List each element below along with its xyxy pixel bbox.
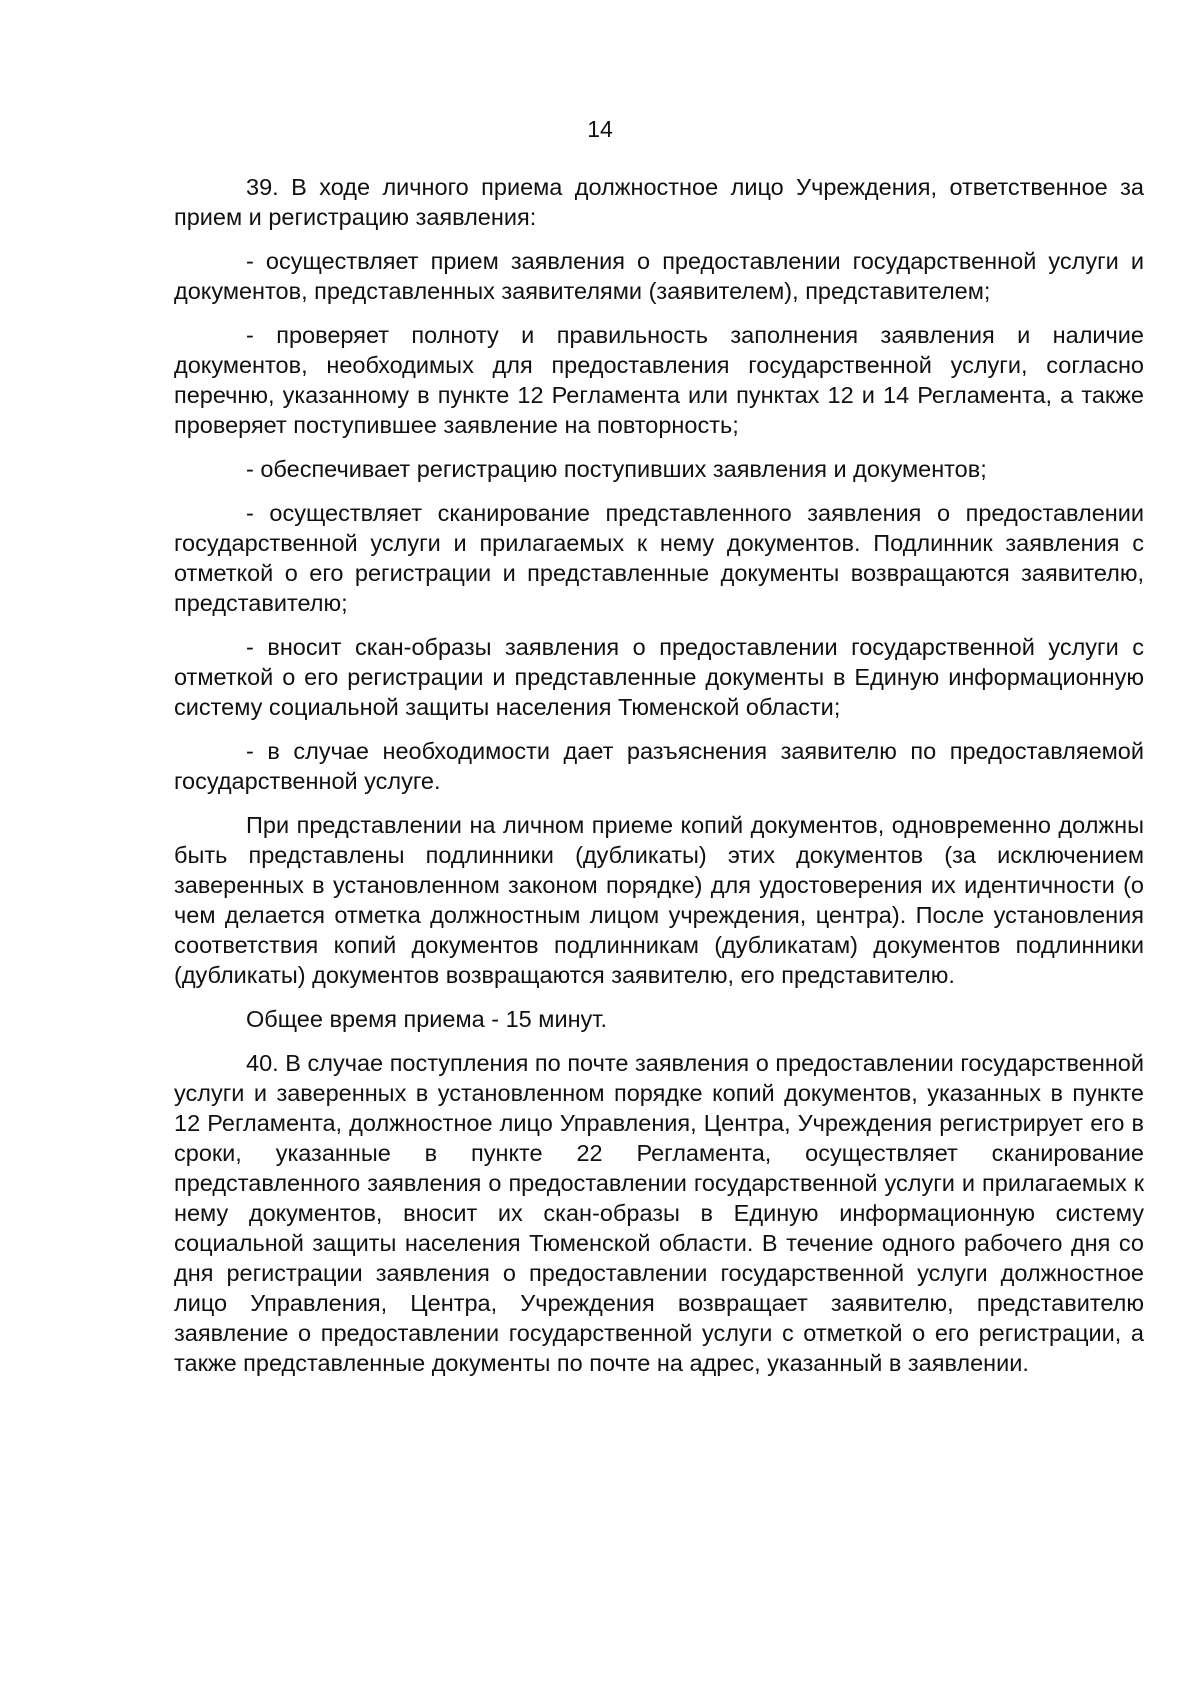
list-item-registration: - обеспечивает регистрацию поступивших заявления и документов; [246, 456, 987, 482]
paragraph-39-intro: 39. В ходе личного приема должностное лицо Учреждения, ответственное за прием и регистрацию заявления: [174, 174, 1144, 230]
paragraph-40-postal: 40. В случае поступления по почте заявления о предоставлении государственной услуги и заверенных в установленном порядке копий документов, указанных в пункте 12 Регламента, должностное лицо Управления, Центра, Учреждения регистрирует его в сроки, указанные в пункте 22 Регламента, осуществляет сканирование представленного заявления о предоставлении государственной услуги и прилагаемых к нему документов, вносит их скан-образы в Единую информационную систему социальной защиты населения Тюменской области. В течение одного рабочего дня со дня регистрации заявления о предоставлении государственной услуги должностное лицо Управления, Центра, Учреждения возвращает заявителю, представителю заявление о предоставлении государственной услуги с отметкой о его регистрации, а также представленные документы по почте на адрес, указанный в заявлении. [174, 1050, 1144, 1376]
list-item-accept-application: - осуществляет прием заявления о предоставлении государственной услуги и документов, представленных заявителями (заявителем), представителем; [174, 248, 1144, 304]
paragraph-copies-originals: При представлении на личном приеме копий документов, одновременно должны быть представлены подлинники (дубликаты) этих документов (за исключением заверенных в установленном законом порядке) для удостоверения их идентичности (о чем делается отметка должностным лицом учреждения, центра). После установления соответствия копий документов подлинникам (дубликатам) документов подлинники (дубликаты) документов возвращаются заявителю, его представителю. [174, 812, 1144, 988]
list-item-upload-scans: - вносит скан-образы заявления о предоставлении государственной услуги с отметкой о его регистрации и представленные документы в Единую информационную систему социальной защиты населения Тюменской области; [174, 634, 1144, 720]
list-item-explanations: - в случае необходимости дает разъяснения заявителю по предоставляемой государственной услуге. [174, 738, 1144, 794]
list-item-check-completeness: - проверяет полноту и правильность заполнения заявления и наличие документов, необходимых для предоставления государственной услуги, согласно перечню, указанному в пункте 12 Регламента или пунктах 12 и 14 Регламента, а также проверяет поступившее заявление на повторность; [174, 322, 1144, 438]
page-number: 14 [587, 116, 613, 142]
list-item-scanning: - осуществляет сканирование представленного заявления о предоставлении государственной услуги и прилагаемых к нему документов. Подлинник заявления с отметкой о его регистрации и представленные документы возвращаются заявителю, представителю; [174, 500, 1144, 616]
paragraph-reception-time: Общее время приема - 15 минут. [246, 1006, 607, 1032]
document-body [174, 172, 1144, 1392]
